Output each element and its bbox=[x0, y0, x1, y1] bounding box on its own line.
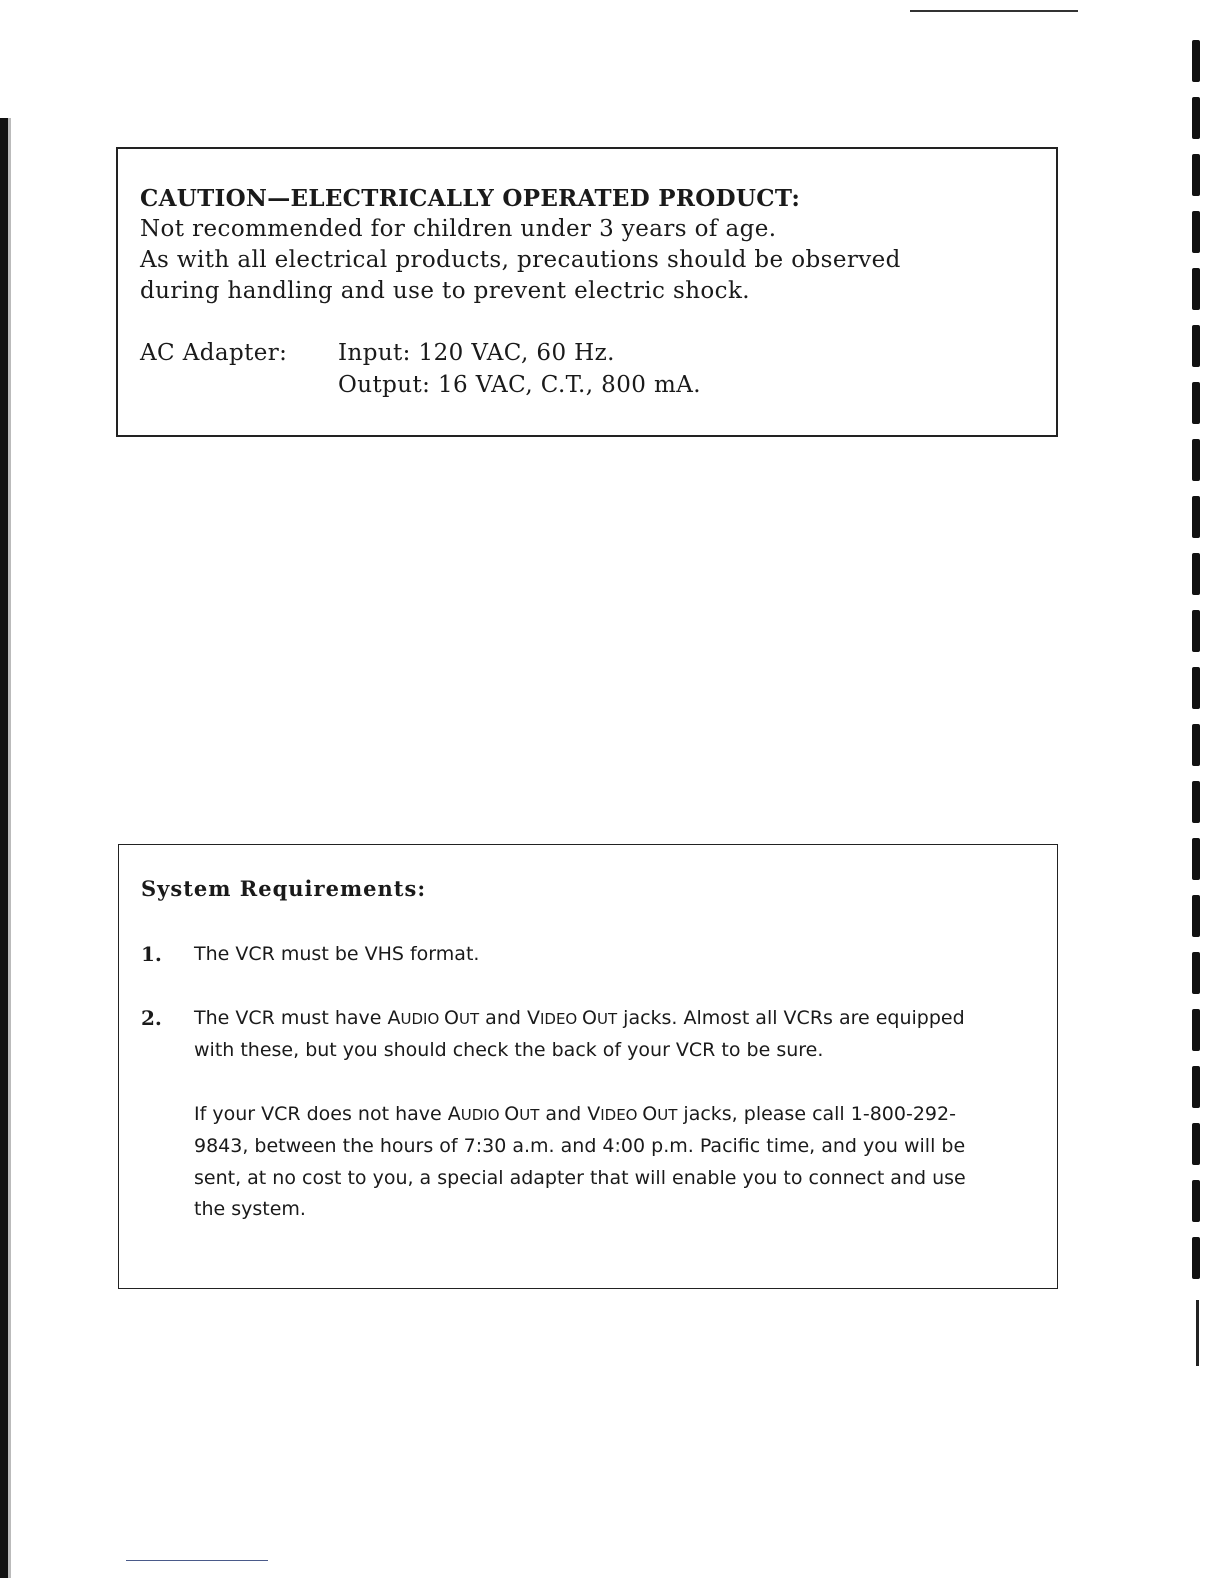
ac-adapter-input: Input: 120 VAC, 60 Hz. bbox=[338, 340, 615, 366]
audio-out-label: AUDIO OUT bbox=[387, 1006, 480, 1029]
binding-hole bbox=[1192, 724, 1200, 766]
binding-hole bbox=[1192, 1123, 1200, 1165]
binding-hole bbox=[1192, 382, 1200, 424]
audio-out-label: AUDIO OUT bbox=[447, 1102, 540, 1125]
requirement-number: 1. bbox=[141, 942, 162, 966]
binding-hole bbox=[1192, 667, 1200, 709]
scan-left-edge-shadow bbox=[8, 118, 11, 1578]
binding-hole bbox=[1192, 1180, 1200, 1222]
caution-line-1: Not recommended for children under 3 years of age. bbox=[140, 216, 777, 242]
requirement-number: 2. bbox=[141, 1005, 162, 1030]
binding-hole bbox=[1192, 610, 1200, 652]
system-requirements-box bbox=[118, 844, 1058, 1289]
binding-hole bbox=[1192, 1009, 1200, 1051]
binding-hole bbox=[1192, 553, 1200, 595]
binding-hole bbox=[1192, 781, 1200, 823]
binding-hole bbox=[1192, 838, 1200, 880]
ac-adapter-spec bbox=[140, 337, 1056, 401]
requirement-item bbox=[141, 1003, 1057, 1226]
system-requirements-heading: System Requirements: bbox=[141, 876, 427, 901]
requirement-item bbox=[141, 939, 1057, 971]
ac-adapter-label: AC Adapter: bbox=[140, 340, 288, 366]
binding-hole bbox=[1192, 154, 1200, 196]
binding-hole bbox=[1192, 1237, 1200, 1279]
caution-line-3: during handling and use to prevent electric shock. bbox=[140, 278, 750, 304]
binding-hole bbox=[1192, 952, 1200, 994]
requirement-text: The VCR must be VHS format. bbox=[194, 943, 480, 965]
binding-hole bbox=[1192, 268, 1200, 310]
binding-hole bbox=[1192, 439, 1200, 481]
req2-pre: The VCR must have bbox=[194, 1006, 388, 1029]
binding-hole bbox=[1192, 97, 1200, 139]
requirement-paragraph: The VCR must have AUDIO OUT and VIDEO OUT jacks. Almost all VCRs are equipped with these, but you should check the back of your VCR to be sure. bbox=[194, 1006, 965, 1061]
caution-heading: CAUTION—ELECTRICALLY OPERATED PRODUCT: bbox=[140, 185, 801, 212]
caution-line-2: As with all electrical products, precautions should be observed bbox=[140, 247, 901, 273]
binding-hole bbox=[1192, 1066, 1200, 1108]
binding-hole bbox=[1192, 325, 1200, 367]
binding-hole bbox=[1192, 40, 1200, 82]
bottom-rule bbox=[126, 1560, 268, 1561]
requirement-paragraph-help: If your VCR does not have AUDIO OUT and VIDEO OUT jacks, please call 1-800-292-9843, between the hours of 7:30 a.m. and 4:00 p.m. Pacific time, and you will be sent, at no cost to you, a special adapter that will enable you to connect and use the system. bbox=[194, 1102, 966, 1220]
binding-hole bbox=[1192, 211, 1200, 253]
caution-box bbox=[116, 147, 1058, 437]
video-out-label: VIDEO OUT bbox=[526, 1006, 618, 1029]
scan-left-edge bbox=[0, 118, 8, 1578]
binding-hole bbox=[1192, 496, 1200, 538]
binding-edge bbox=[1196, 1300, 1199, 1366]
ac-adapter-output: Output: 16 VAC, C.T., 800 mA. bbox=[338, 372, 701, 398]
top-rule bbox=[910, 10, 1078, 12]
req2-post: jacks. Almost all VCRs are equipped with these, but you should check the back of your VCR to be sure. bbox=[194, 1006, 965, 1061]
video-out-label: VIDEO OUT bbox=[587, 1102, 678, 1125]
binding-hole bbox=[1192, 895, 1200, 937]
